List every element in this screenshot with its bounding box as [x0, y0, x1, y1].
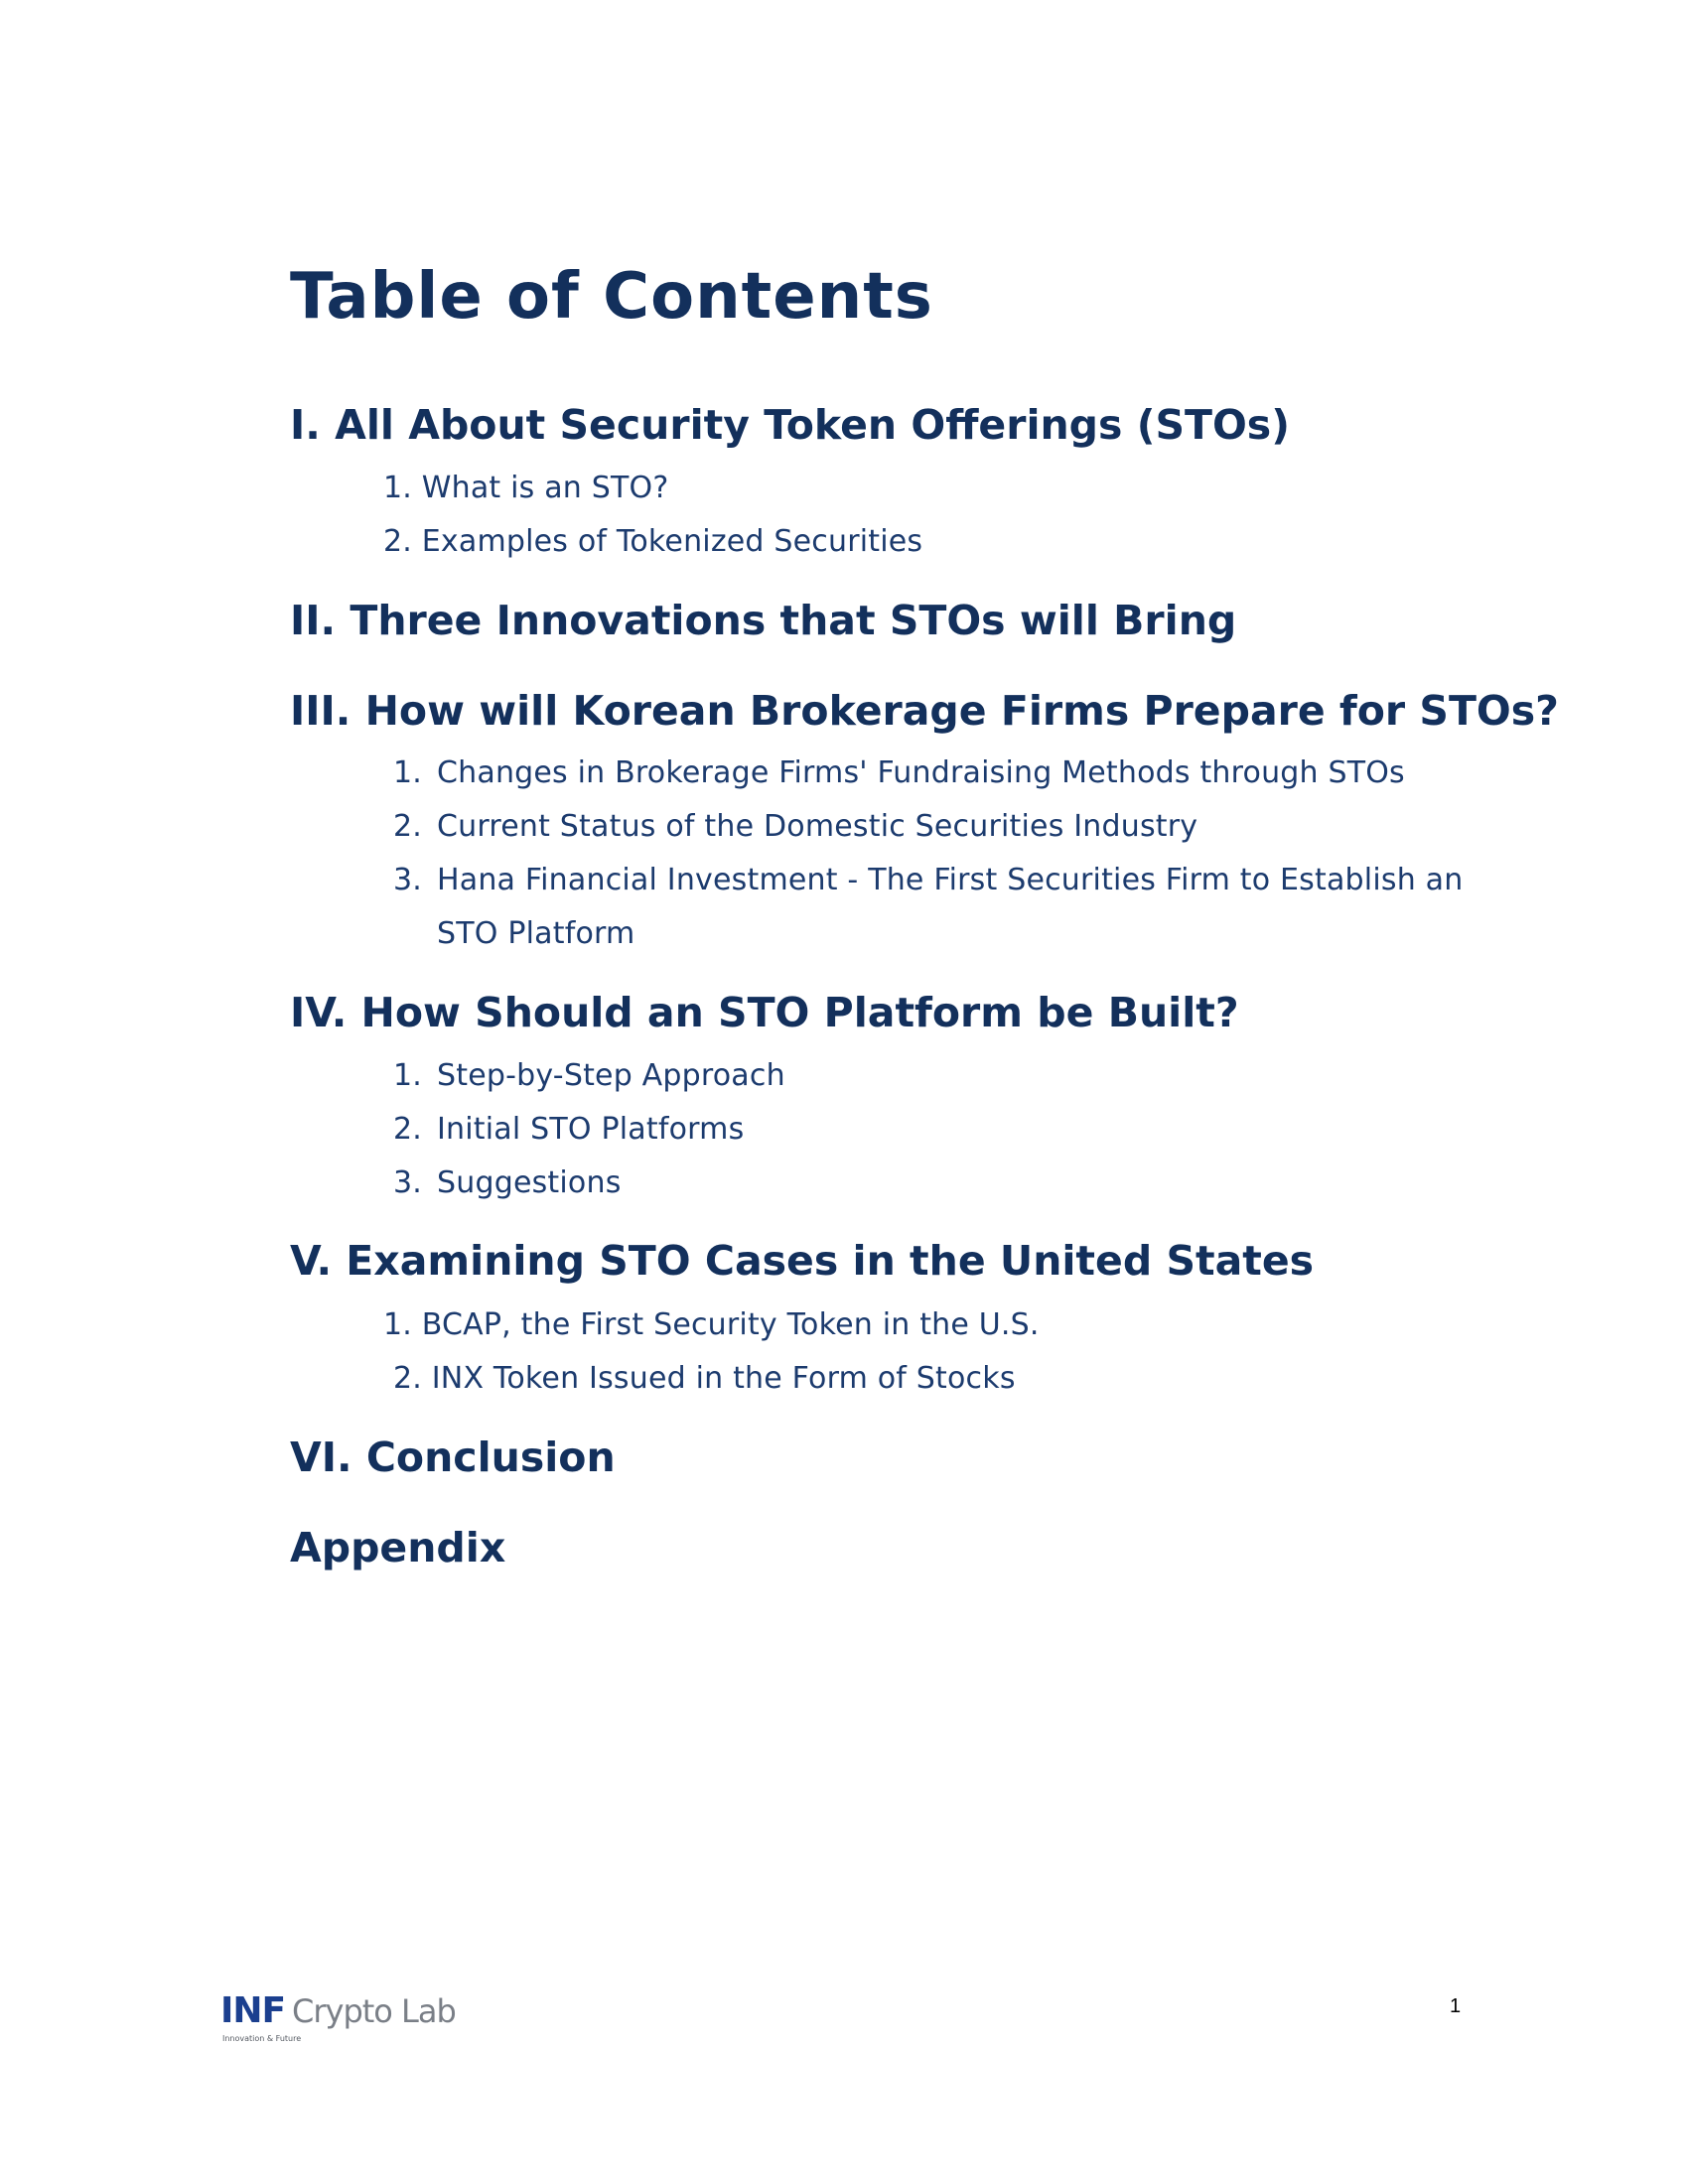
- logo-cryptolab-text: Crypto Lab: [292, 1992, 456, 2030]
- toc-item-text: Suggestions: [437, 1165, 622, 1200]
- section-heading-6: VI. Conclusion: [290, 1433, 616, 1481]
- page-title: Table of Contents: [290, 260, 933, 334]
- toc-item-text: Initial STO Platforms: [437, 1112, 745, 1147]
- section-heading-3: III. How will Korean Brokerage Firms Prepare for STOs?: [290, 687, 1559, 735]
- toc-item-5-2: 2. INX Token Issued in the Form of Stocks: [393, 1361, 1016, 1396]
- toc-item-3-1: [393, 755, 1405, 790]
- toc-item-number: 1.: [393, 1058, 423, 1093]
- toc-item-text: Hana Financial Investment - The First Securities Firm to Establish an: [437, 863, 1464, 897]
- section-heading-4: IV. How Should an STO Platform be Built?: [290, 989, 1239, 1036]
- toc-item-4-1: [393, 1058, 785, 1093]
- toc-item-text: Step-by-Step Approach: [437, 1058, 785, 1093]
- inf-cryptolab-logo: [220, 1990, 459, 2052]
- logo-inf-text: INF: [220, 1990, 286, 2031]
- toc-item-3-3: [393, 863, 1463, 897]
- toc-item-text: Changes in Brokerage Firms' Fundraising Methods through STOs: [437, 755, 1405, 790]
- toc-item-5-1: 1. BCAP, the First Security Token in the U.S.: [383, 1307, 1040, 1342]
- toc-item-3-3-continuation: STO Platform: [437, 916, 635, 951]
- logo-tagline: Innovation & Future: [222, 2034, 302, 2043]
- toc-item-text: Current Status of the Domestic Securities Industry: [437, 809, 1198, 844]
- toc-item-4-3: [393, 1165, 622, 1200]
- section-heading-appendix: Appendix: [290, 1524, 506, 1571]
- section-heading-2: II. Three Innovations that STOs will Bring: [290, 597, 1237, 644]
- toc-item-number: 3.: [393, 863, 423, 897]
- toc-item-3-2: [393, 809, 1197, 844]
- toc-item-4-2: [393, 1112, 744, 1147]
- toc-item-number: 3.: [393, 1165, 423, 1200]
- toc-item-1-1: 1. What is an STO?: [383, 471, 669, 505]
- section-heading-1: I. All About Security Token Offerings (STOs): [290, 401, 1290, 449]
- toc-item-number: 2.: [393, 1112, 423, 1147]
- section-heading-5: V. Examining STO Cases in the United States: [290, 1237, 1315, 1285]
- toc-item-number: 1.: [393, 755, 423, 790]
- toc-item-1-2: 2. Examples of Tokenized Securities: [383, 524, 923, 559]
- toc-item-number: 2.: [393, 809, 423, 844]
- page-number: 1: [1450, 1995, 1462, 2017]
